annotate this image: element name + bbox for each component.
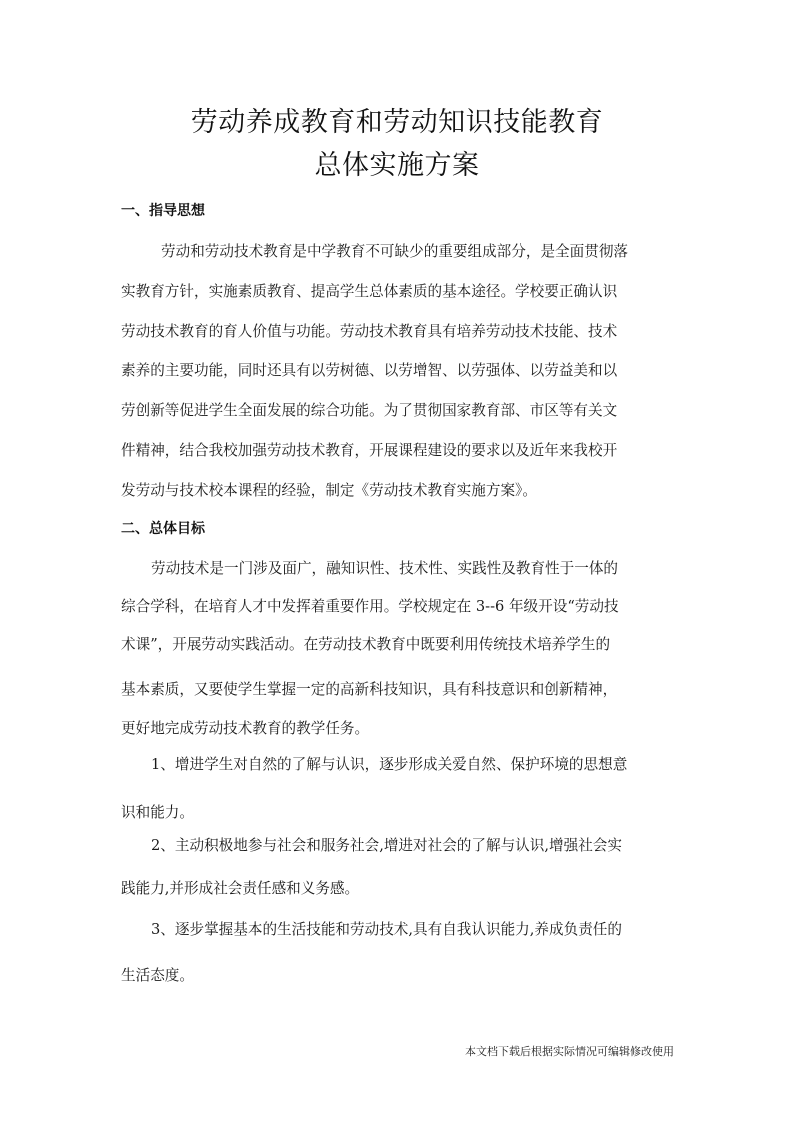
section-heading-guiding-thought: 一、指导思想 [121, 203, 205, 219]
paragraph-line: 劳创新等促进学生全面发展的综合功能。为了贯彻国家教育部、市区等有关文 [121, 402, 618, 419]
list-item-goal-1-cont: 识和能力。 [121, 804, 194, 821]
list-item-goal-3-cont: 生活态度。 [121, 967, 194, 984]
paragraph-line: 发劳动与技术校本课程的经验，制定《劳动技术教育实施方案》。 [121, 482, 537, 499]
list-item-goal-1: 1、增进学生对自然的了解与认识，逐步形成关爱自然、保护环境的思想意 [151, 756, 628, 773]
section-heading-overall-goal: 二、总体目标 [121, 521, 205, 537]
paragraph-line: 劳动技术是一门涉及面广，融知识性、技术性、实践性及教育性于一体的 [151, 560, 619, 577]
list-item-goal-3: 3、逐步掌握基本的生活技能和劳动技术,具有自我认识能力,养成负责任的 [151, 921, 622, 938]
paragraph-line: 基本素质，又要使学生掌握一定的高新科技知识，具有科技意识和创新精神， [121, 681, 618, 698]
list-item-goal-2: 2、主动积极地参与社会和服务社会,增进对社会的了解与认识,增强社会实 [151, 837, 622, 854]
paragraph-line: 劳动技术教育的育人价值与功能。劳动技术教育具有培养劳动技术技能、技术 [121, 323, 618, 340]
paragraph-line: 件精神，结合我校加强劳动技术教育，开展课程建设的要求以及近年来我校开 [121, 442, 618, 459]
list-item-goal-2-cont: 践能力,并形成社会责任感和义务感。 [121, 880, 360, 897]
paragraph-line: 综合学科，在培育人才中发挥着重要作用。学校规定在 3--6 年级开设“劳动技 [121, 598, 619, 615]
paragraph-line: 素养的主要功能，同时还具有以劳树德、以劳增智、以劳强体、以劳益美和以 [121, 362, 618, 379]
paragraph-line: 术课”，开展劳动实践活动。在劳动技术教育中既要利用传统技术培养学生的 [121, 636, 611, 653]
paragraph-line: 劳动和劳动技术教育是中学教育不可缺少的重要组成部分，是全面贯彻落 [161, 243, 629, 260]
document-title-line-1: 劳动养成教育和劳动知识技能教育 [190, 107, 604, 138]
paragraph-line: 更好地完成劳动技术教育的教学任务。 [121, 720, 370, 737]
footer-note: 本文档下载后根据实际情况可编辑修改使用 [465, 1045, 674, 1058]
document-title-line-2: 总体实施方案 [314, 150, 480, 181]
paragraph-line: 实教育方针，实施素质教育、提高学生总体素质的基本途径。学校要正确认识 [121, 283, 618, 300]
